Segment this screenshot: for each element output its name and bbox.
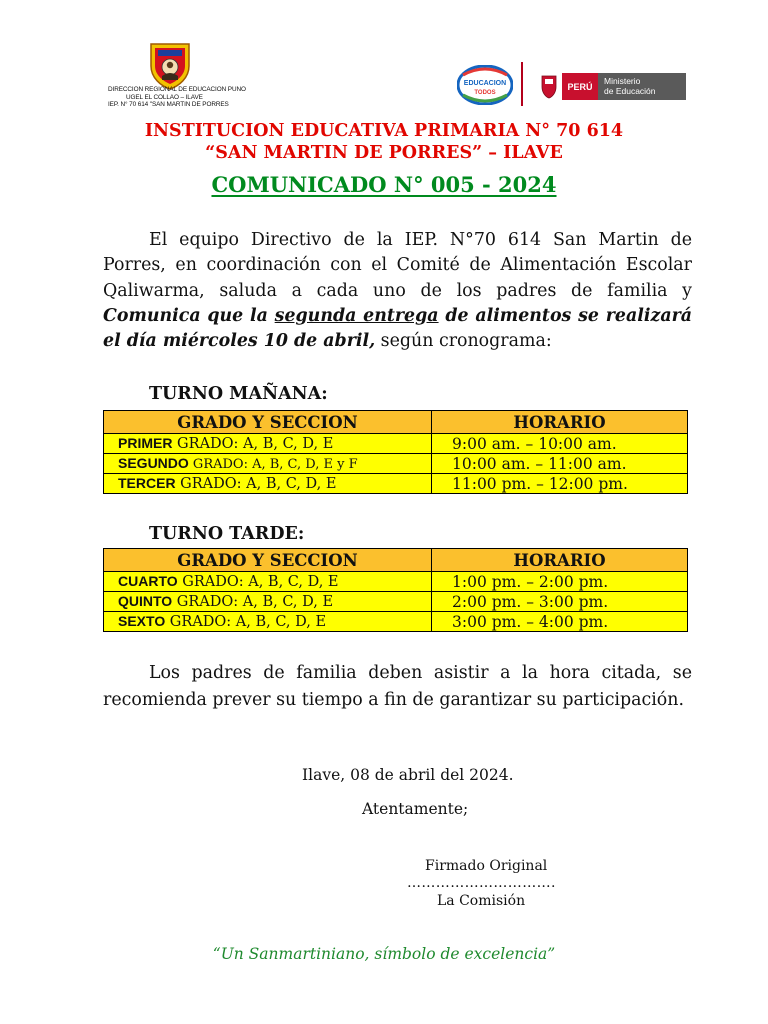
school-name-line2: “SAN MARTIN DE PORRES” – ILAVE [205,143,563,163]
intro-bold-a: Comunica que la [103,305,275,326]
grade-name: SEGUNDO [118,455,189,471]
table-header-row [104,549,688,572]
ministry-of-education-logo [538,73,686,100]
school-crest-logo [145,40,195,90]
signature-line: …………………………. [407,875,556,891]
column-header-grade: GRADO Y SECCION [104,549,432,572]
intro-text-b: según cronograma: [375,331,552,352]
grade-sections: GRADO: A, B, C, D, E [172,436,334,452]
grade-sections: GRADO: A, B, C, D, E [177,574,339,590]
table-row [104,454,688,474]
iep-line: IEP. N° 70 614 "SAN MARTIN DE PORRES [108,101,229,109]
signature-comision: La Comisión [437,893,526,909]
afternoon-shift-title: TURNO TARDE: [149,524,305,544]
morning-schedule-table [103,410,688,494]
education-campaign-logo [457,65,513,105]
grade-name: PRIMER [118,435,173,451]
date-line: Ilave, 08 de abril del 2024. [302,766,514,784]
time-cell: 3:00 pm. – 4:00 pm. [432,612,688,632]
grade-sections: GRADO: A, B, C, D, E [175,476,337,492]
closing-salutation: Atentamente; [362,800,469,818]
morning-shift-title: TURNO MAÑANA: [149,384,328,404]
intro-paragraph [103,228,692,354]
signature-firmado: Firmado Original [425,858,548,874]
ministry-label-1: Ministerio [604,76,641,86]
header-divider [521,62,523,106]
grade-sections: GRADO: A, B, C, D, E [172,594,334,610]
intro-bold-b: de alimentos se realizará el día miércoles 10 de abril, [103,305,693,352]
intro-text-a: El equipo Directivo de la IEP. N°70 614 San Martin de Porres, en coordinación con el Comité de Alimentación Escolar Qaliwarma, saluda a cada uno de los padres de familia y [103,230,692,301]
grade-cell [104,612,432,632]
edu-logo-word-2: TODOS [474,90,496,96]
grade-sections: GRADO: A, B, C, D, E y F [188,457,358,472]
table-row [104,434,688,454]
time-cell: 1:00 pm. – 2:00 pm. [432,572,688,592]
grade-name: TERCER [118,475,176,491]
school-motto: “Un Sanmartiniano, símbolo de excelencia” [212,945,556,963]
grade-name: QUINTO [118,593,173,609]
grade-sections: GRADO: A, B, C, D, E [165,614,327,630]
table-row [104,474,688,494]
column-header-grade: GRADO Y SECCION [104,411,432,434]
peru-label: PERÚ [567,82,593,92]
ministry-label-2: de Educación [604,86,656,96]
closing-paragraph [103,660,692,714]
grade-cell [104,572,432,592]
edu-logo-word: EDUCACION [463,80,507,87]
grade-cell [104,454,432,474]
column-header-time: HORARIO [432,411,688,434]
time-cell: 9:00 am. – 10:00 am. [432,434,688,454]
table-header-row [104,411,688,434]
school-name-line1: INSTITUCION EDUCATIVA PRIMARIA N° 70 614 [144,121,624,141]
column-header-time: HORARIO [432,549,688,572]
dre-header-text [108,86,246,109]
closing-text: Los padres de familia deben asistir a la hora citada, se recomienda prever su tiempo a fin de garantizar su participación. [103,663,692,710]
table-row [104,612,688,632]
time-cell: 11:00 pm. – 12:00 pm. [432,474,688,494]
comunicado-title: COMUNICADO N° 005 - 2024 [211,172,557,197]
table-row [104,572,688,592]
grade-cell [104,474,432,494]
time-cell: 10:00 am. – 11:00 am. [432,454,688,474]
ugel-line: UGEL EL COLLAO – ILAVE [126,93,203,101]
time-cell: 2:00 pm. – 3:00 pm. [432,592,688,612]
intro-bold-underlined: segunda entrega [274,305,439,326]
grade-name: CUARTO [118,573,178,589]
afternoon-schedule-table [103,548,688,632]
grade-cell [104,592,432,612]
grade-name: SEXTO [118,613,166,629]
table-row [104,592,688,612]
dre-line: DIRECCION REGIONAL DE EDUCACION PUNO [108,86,246,93]
grade-cell [104,434,432,454]
